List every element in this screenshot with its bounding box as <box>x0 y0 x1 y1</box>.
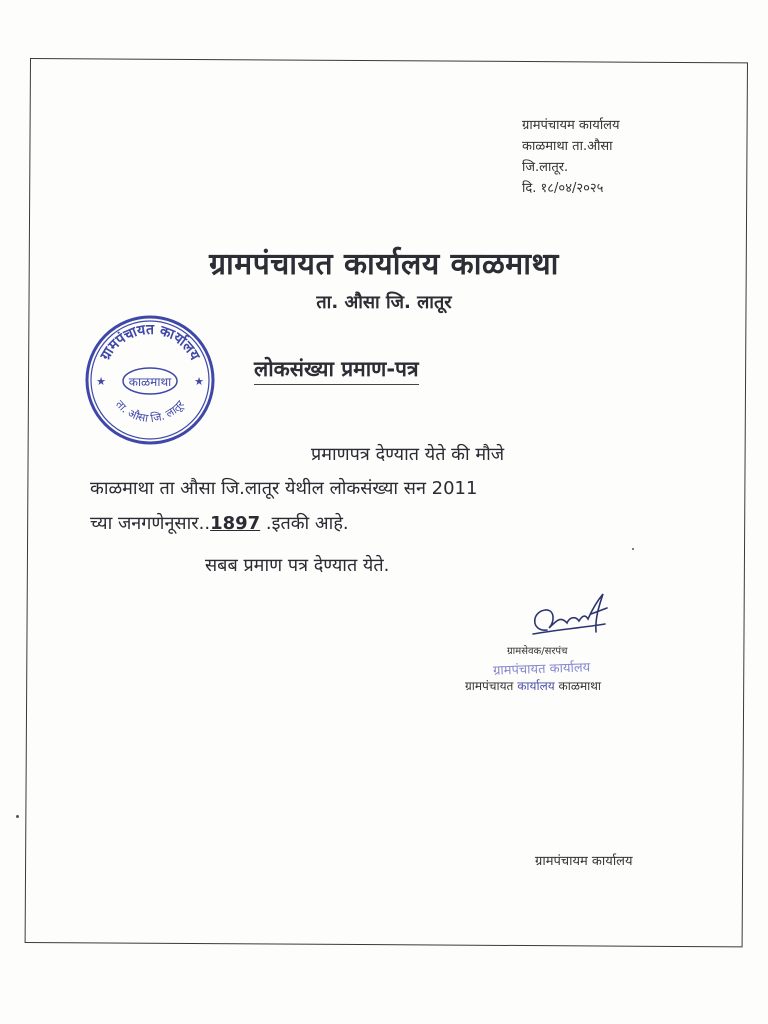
certificate-body-line-3 <box>90 511 349 535</box>
stamp-star-icon: ★ <box>194 375 204 388</box>
certificate-body-line-4: सबब प्रमाण पत्र देण्यात येते. <box>205 555 390 576</box>
census-prefix: च्या जनगणेनूसार.. <box>90 513 211 534</box>
scan-speck <box>16 815 19 818</box>
signatory-office <box>465 677 601 694</box>
seal-imprint: ग्रामपंचायत कार्यालय <box>492 660 591 679</box>
address-date: दि. १८/०४/२०२५ <box>522 181 604 196</box>
header-address <box>522 115 620 199</box>
address-line-office: ग्रामपंचायम कार्यालय <box>522 118 620 133</box>
document-border <box>25 58 748 947</box>
scan-speck <box>632 548 634 550</box>
signatory-role: ग्रामसेवक/सरपंच <box>507 646 568 657</box>
certificate-body-line-2: काळमाथा ता औसा जि.लातूर येथील लोकसंख्या सन 2011 <box>90 478 478 499</box>
census-suffix: .इतकी आहे. <box>260 513 349 534</box>
footer-office: ग्रामपंचायम कार्यालय <box>535 854 633 869</box>
address-line-village: काळमाथा ता.औसा <box>522 139 613 154</box>
signatory-office-stamped: कार्यालय <box>517 679 555 693</box>
certificate-body-line-1: प्रमाणपत्र देण्यात येते की मौजे <box>311 444 505 465</box>
address-line-district: जि.लातूर. <box>522 160 569 175</box>
stamp-bottom-text: ता. औसा जि. लातूर <box>113 397 187 426</box>
signatory-office-suffix: काळमाथा <box>554 679 602 693</box>
document-title: ग्रामपंचायत कार्यालय काळमाथा <box>209 247 559 282</box>
stamp-center-text: काळमाथा <box>128 375 172 389</box>
signature <box>525 590 615 645</box>
signatory-office-prefix: ग्रामपंचायत <box>465 679 518 693</box>
stamp-ring-text: ग्रामपंचायत कार्यालय <box>97 321 203 363</box>
population-value: 1897 <box>210 513 261 534</box>
svg-text:ता. औसा जि. लातूर <box>113 398 187 425</box>
office-stamp <box>82 312 218 448</box>
certificate-title: लोकसंख्या प्रमाण-पत्र <box>254 355 419 385</box>
stamp-star-icon: ★ <box>96 375 106 388</box>
document-subtitle: ता. औसा जि. लातूर <box>316 292 452 313</box>
